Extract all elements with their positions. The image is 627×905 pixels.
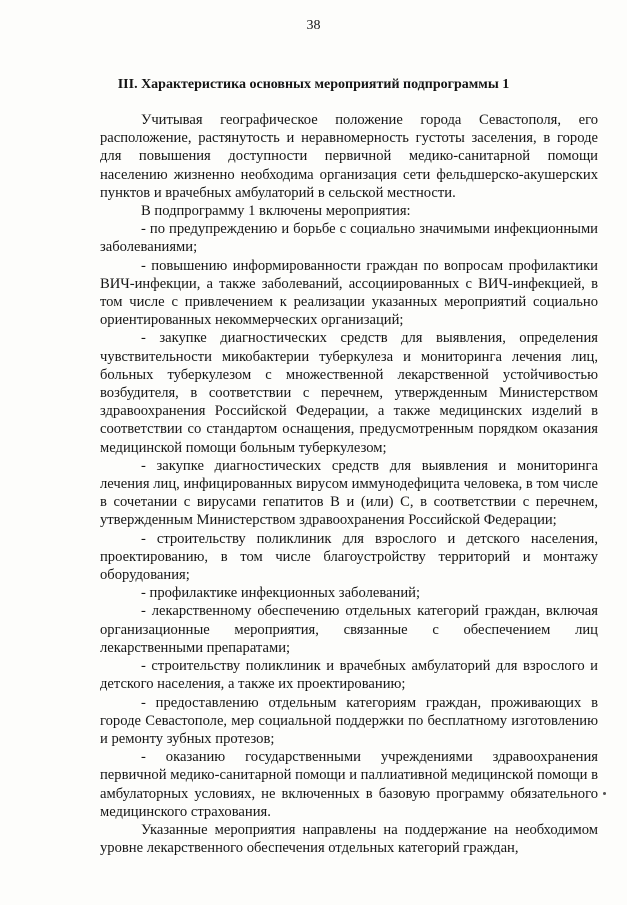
paragraph: Учитывая географическое положение города Севастополя, его расположение, растянутость и неравномерность густоты заселения, в городе для повышения доступности первичной медико-санитарной помощи населению жизненно необходима организация сети фельдшерско-акушерских пунктов и врачебных амбулаторий в сельской местности. bbox=[100, 112, 598, 201]
section-heading: III. Характеристика основных мероприятий подпрограммы 1 bbox=[117, 77, 510, 92]
page-number: 38 bbox=[306, 18, 321, 33]
list-item: - лекарственному обеспечению отдельных категорий граждан, включая организационные мероприятия, связанные с обеспечением лиц лекарственными препаратами; bbox=[100, 603, 598, 656]
paragraph: В подпрограмму 1 включены мероприятия: bbox=[141, 203, 411, 220]
list-item: - закупке диагностических средств для выявления и мониторинга лечения лиц, инфицированных вирусом иммунодефицита человека, в том числе в сочетании с вирусами гепатитов В и (или) С, в соответствии с перечнем, утвержденным Министерством здравоохранения Российской Федерации; bbox=[100, 457, 598, 529]
list-item: - повышению информированности граждан по вопросам профилактики ВИЧ-инфекции, а также заболеваний, ассоциированных с ВИЧ-инфекцией, в том числе с привлечением к реализации указанных мероприятий социально ориентированных некоммерческих организаций; bbox=[100, 257, 598, 329]
list-item: - по предупреждению и борьбе с социально значимыми инфекционными заболеваниями; bbox=[100, 221, 598, 256]
list-item: - строительству поликлиник и врачебных амбулаторий для взрослого и детского населения, а также их проектированию; bbox=[100, 658, 598, 693]
paragraph: Указанные мероприятия направлены на поддержание на необходимом уровне лекарственного обеспечения отдельных категорий граждан, bbox=[100, 821, 598, 857]
list-item: - строительству поликлиник для взрослого и детского населения, проектированию, в том числе благоустройству территорий и монтажу оборудования; bbox=[100, 530, 598, 584]
list-item: - закупке диагностических средств для выявления, определения чувствительности микобактерии туберкулеза и мониторинга лечения лиц, больных туберкулезом с множественной лекарственной устойчивостью возбудителя, в соответствии с перечнем, утвержденным Министерством здравоохранения Российской Федерации, а также медицинских изделий в соответствии со стандартом оснащения, предусмотренным порядком оказания медицинской помощи больным туберкулезом; bbox=[100, 330, 598, 456]
list-item: - предоставлению отдельным категориям граждан, проживающих в городе Севастополе, мер социальной поддержки по бесплатному изготовлению и ремонту зубных протезов; bbox=[100, 694, 598, 747]
list-item: - оказанию государственными учреждениями здравоохранения первичной медико-санитарной помощи и паллиативной медицинской помощи в амбулаторных условиях, не включенных в базовую программу обязательного медицинского страхования. bbox=[100, 749, 598, 820]
list-item: - профилактике инфекционных заболеваний; bbox=[141, 585, 420, 602]
scan-speck bbox=[603, 792, 606, 795]
body-text bbox=[100, 111, 598, 857]
